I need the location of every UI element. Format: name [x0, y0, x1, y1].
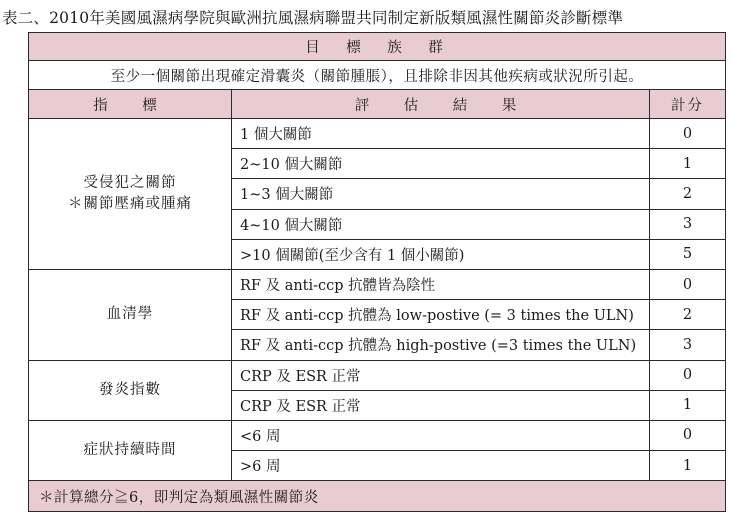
score-cell: 3	[650, 330, 726, 360]
criterion-cell	[29, 360, 232, 420]
result-cell: CRP 及 ESR 正常	[232, 390, 650, 420]
score-cell: 2	[650, 179, 726, 209]
score-cell: 0	[650, 269, 726, 299]
diagnosis-criteria-table	[28, 32, 726, 512]
criterion-label: 發炎指數	[99, 381, 161, 398]
goal-header: 目 標 族 群	[29, 33, 726, 61]
column-header-result: 評 估 結 果	[232, 90, 650, 119]
criterion-label: 受侵犯之關節	[83, 174, 177, 191]
criterion-label: ＊關節壓痛或腫痛	[68, 195, 192, 212]
table-row	[29, 420, 726, 450]
criterion-cell	[29, 420, 232, 480]
score-cell: 2	[650, 300, 726, 330]
table-row	[29, 360, 726, 390]
score-cell: 1	[650, 451, 726, 481]
result-cell: 2~10 個大關節	[232, 149, 650, 179]
result-cell: 1 個大關節	[232, 119, 650, 149]
footnote: ＊計算總分≧6，即判定為類風濕性關節炎	[29, 481, 726, 512]
result-cell: RF 及 anti-ccp 抗體為 low-postive (= 3 times the ULN)	[232, 300, 650, 330]
score-cell: 3	[650, 209, 726, 239]
score-cell: 1	[650, 149, 726, 179]
score-cell: 0	[650, 360, 726, 390]
footnote-row	[29, 481, 726, 512]
result-cell: RF 及 anti-ccp 抗體為 high-postive (=3 times the ULN)	[232, 330, 650, 360]
result-cell: 4~10 個大關節	[232, 209, 650, 239]
result-cell: CRP 及 ESR 正常	[232, 360, 650, 390]
criterion-label: 血清學	[106, 306, 154, 323]
score-cell: 5	[650, 239, 726, 269]
definition-row	[29, 61, 726, 90]
column-header-row	[29, 90, 726, 119]
criterion-cell	[29, 119, 232, 270]
criterion-label: 症狀持續時間	[83, 442, 177, 459]
score-cell: 1	[650, 390, 726, 420]
table-row	[29, 119, 726, 149]
column-header-score: 計分	[650, 90, 726, 119]
result-cell: <6 周	[232, 420, 650, 450]
criterion-cell	[29, 269, 232, 360]
goal-header-row	[29, 33, 726, 61]
table-row	[29, 269, 726, 299]
result-cell: >10 個關節(至少含有 1 個小關節)	[232, 239, 650, 269]
target-definition: 至少一個關節出現確定滑囊炎（關節腫脹），且排除非因其他疾病或狀況所引起。	[29, 61, 726, 90]
result-cell: 1~3 個大關節	[232, 179, 650, 209]
score-cell: 0	[650, 420, 726, 450]
result-cell: >6 周	[232, 451, 650, 481]
score-cell: 0	[650, 119, 726, 149]
result-cell: RF 及 anti-ccp 抗體皆為陰性	[232, 269, 650, 299]
table-caption: 表二、2010年美國風濕病學院與歐洲抗風濕病聯盟共同制定新版類風濕性關節炎診斷標準	[2, 9, 624, 27]
column-header-criterion: 指 標	[29, 90, 232, 119]
